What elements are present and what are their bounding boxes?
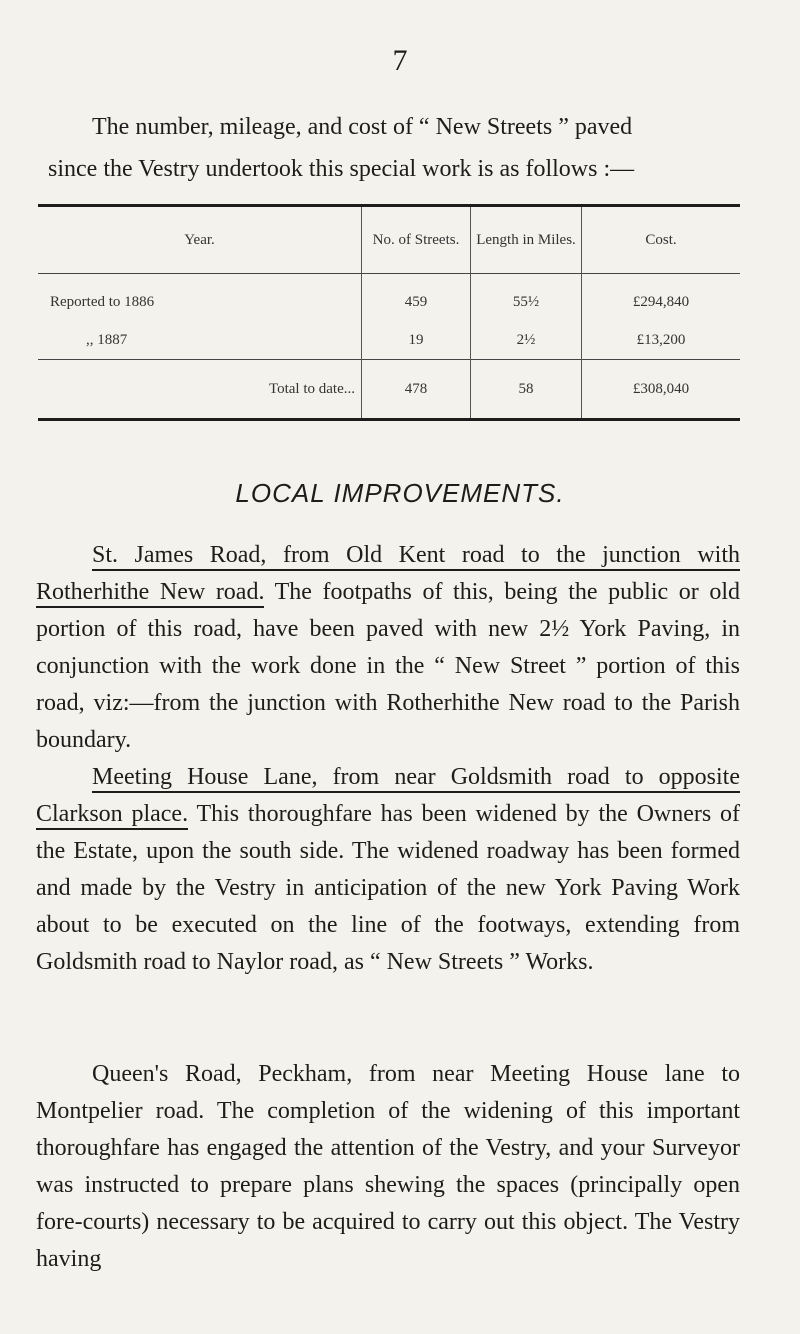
- paragraph-lead: St. James Road, from Old Kent road to the junction with Rotherhithe New road.: [36, 542, 740, 608]
- paragraph-lead: Queen's Road, Peckham, from near Meeting House lane to Montpelier road.: [36, 1061, 740, 1124]
- table-row: [38, 321, 740, 360]
- table-row: [38, 274, 740, 322]
- total-miles: 58: [471, 360, 582, 420]
- paragraph-st-james-road: [36, 537, 740, 759]
- total-label: Total to date...: [38, 360, 362, 420]
- row-cost: £13,200: [582, 321, 741, 360]
- paragraph-meeting-house-lane: [36, 759, 740, 981]
- table-total-row: [38, 360, 740, 420]
- header-miles: Length in Miles.: [471, 206, 582, 274]
- table-header-row: [38, 206, 740, 274]
- row-streets: 459: [362, 274, 471, 322]
- row-year: ,, 1887: [86, 331, 128, 348]
- header-cost: Cost.: [582, 206, 741, 274]
- row-streets: 19: [362, 321, 471, 360]
- paragraph-body: The footpaths of this, being the public or old portion of this road, have been paved with new 2½ York Paving, in conjunction with the work done in the “ New Street ” portion of this road, viz:—from the junction with Rotherhithe New road to the Parish boundary.: [36, 579, 740, 753]
- new-streets-table: [38, 204, 740, 421]
- page-number: 7: [392, 44, 408, 77]
- row-miles: 2½: [471, 321, 582, 360]
- paragraph-body: The completion of the widening of this important thoroughfare has engaged the attention of the Vestry, and your Surveyor was instructed to prepare plans shewing the spaces (principally open fore-courts) necessary to be acquired to carry out this object. The Vestry having: [36, 1098, 740, 1272]
- header-year: Year.: [38, 206, 362, 274]
- paragraph-body: This thoroughfare has been widened by the Owners of the Estate, upon the south side. The widened roadway has been formed and made by the Vestry in anticipation of the new York Paving Work about to be executed on the line of the footways, extending from Goldsmith road to Naylor road, as “ New Streets ” Works.: [36, 801, 740, 975]
- paragraph-queens-road: [36, 1056, 740, 1278]
- intro-paragraph: [48, 106, 740, 190]
- row-cost: £294,840: [582, 274, 741, 322]
- total-cost: £308,040: [582, 360, 741, 420]
- total-streets: 478: [362, 360, 471, 420]
- intro-line-2: since the Vestry undertook this special work is as follows :—: [48, 156, 635, 182]
- section-heading: LOCAL IMPROVEMENTS.: [235, 478, 565, 508]
- paragraph-lead: Meeting House Lane, from near Goldsmith road to opposite Clarkson place.: [36, 764, 740, 830]
- row-miles: 55½: [471, 274, 582, 322]
- row-year: Reported to 1886: [50, 293, 155, 310]
- intro-line-1: The number, mileage, and cost of “ New Streets ” paved: [92, 114, 633, 140]
- header-streets: No. of Streets.: [362, 206, 471, 274]
